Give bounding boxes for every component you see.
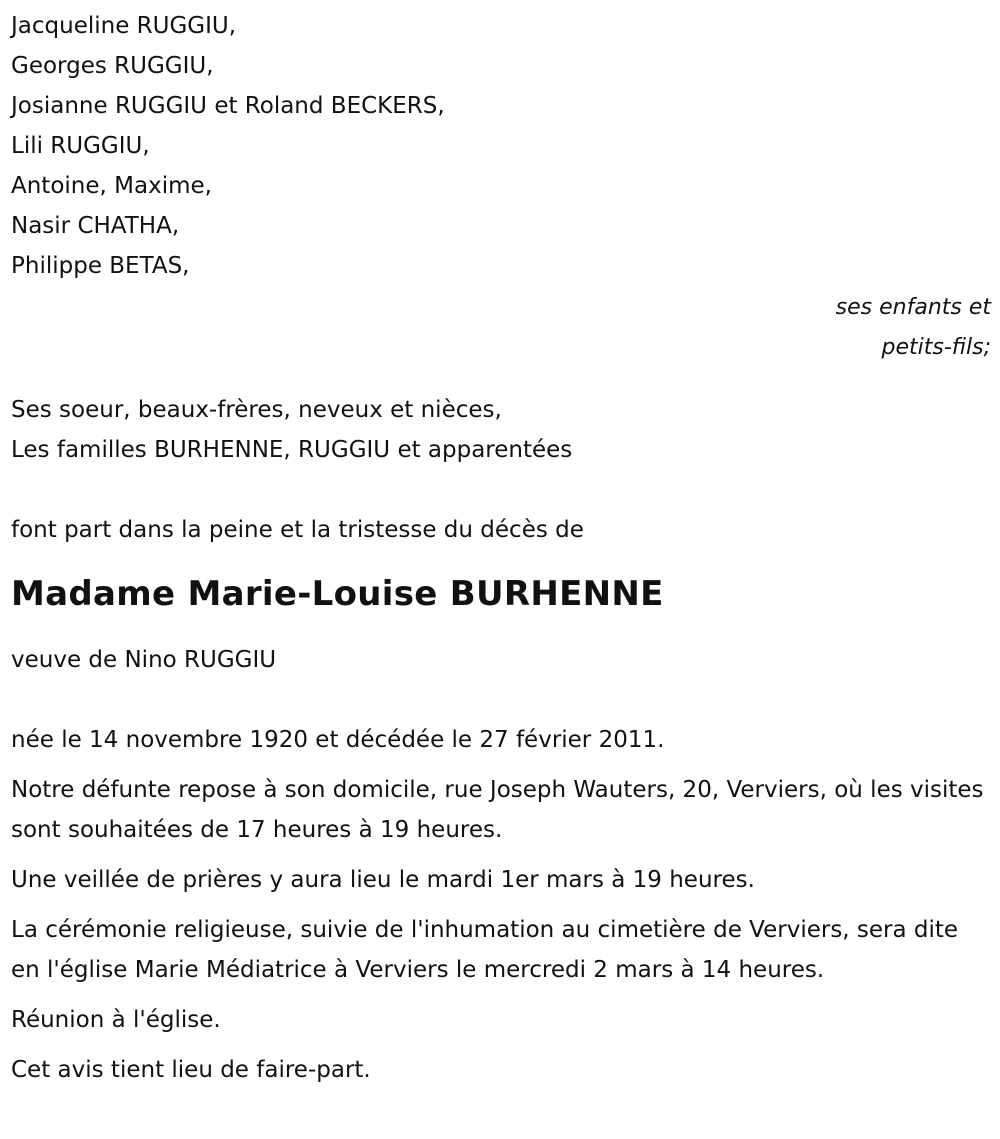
family-member: Georges RUGGIU,: [11, 53, 214, 79]
family-member: Nasir CHATHA,: [11, 213, 180, 239]
family-signature-line: petits-fils;: [881, 335, 991, 360]
family-member: Philippe BETAS,: [11, 253, 190, 279]
gathering-info: Réunion à l'église.: [11, 1007, 221, 1033]
relatives-line: Ses soeur, beaux-frères, neveux et nièces,: [11, 397, 502, 423]
relatives-list: [11, 390, 991, 470]
spacer: [11, 680, 991, 720]
family-signature-line: ses enfants et: [835, 295, 991, 320]
family-signature: [11, 288, 991, 368]
spacer: [11, 368, 991, 390]
announcement-text: font part dans la peine et la tristesse du décès de: [11, 517, 584, 543]
family-member: Josianne RUGGIU et Roland BECKERS,: [11, 93, 445, 119]
details-section: [11, 720, 991, 1090]
vigil-info: Une veillée de prières y aura lieu le mardi 1er mars à 19 heures.: [11, 867, 755, 893]
family-member: Lili RUGGIU,: [11, 133, 150, 159]
visitation-info: Notre défunte repose à son domicile, rue Joseph Wauters, 20, Verviers, où les visites sont souhaitées de 17 heures à 19 heures.: [11, 777, 984, 843]
spacer: [11, 470, 991, 510]
family-list: [11, 6, 991, 286]
family-member: Jacqueline RUGGIU,: [11, 13, 237, 39]
widow-of-text: veuve de Nino RUGGIU: [11, 647, 277, 673]
birth-death-dates: née le 14 novembre 1920 et décédée le 27 février 2011.: [11, 727, 665, 753]
notice-disclaimer: Cet avis tient lieu de faire-part.: [11, 1057, 371, 1083]
family-member: Antoine, Maxime,: [11, 173, 212, 199]
deceased-name: Madame Marie-Louise BURHENNE: [11, 574, 664, 614]
obituary-notice: [11, 6, 991, 1100]
ceremony-info: La cérémonie religieuse, suivie de l'inhumation au cimetière de Verviers, sera dite en l'église Marie Médiatrice à Verviers le mercredi 2 mars à 14 heures.: [11, 917, 959, 983]
relatives-line: Les familles BURHENNE, RUGGIU et apparentées: [11, 437, 573, 463]
